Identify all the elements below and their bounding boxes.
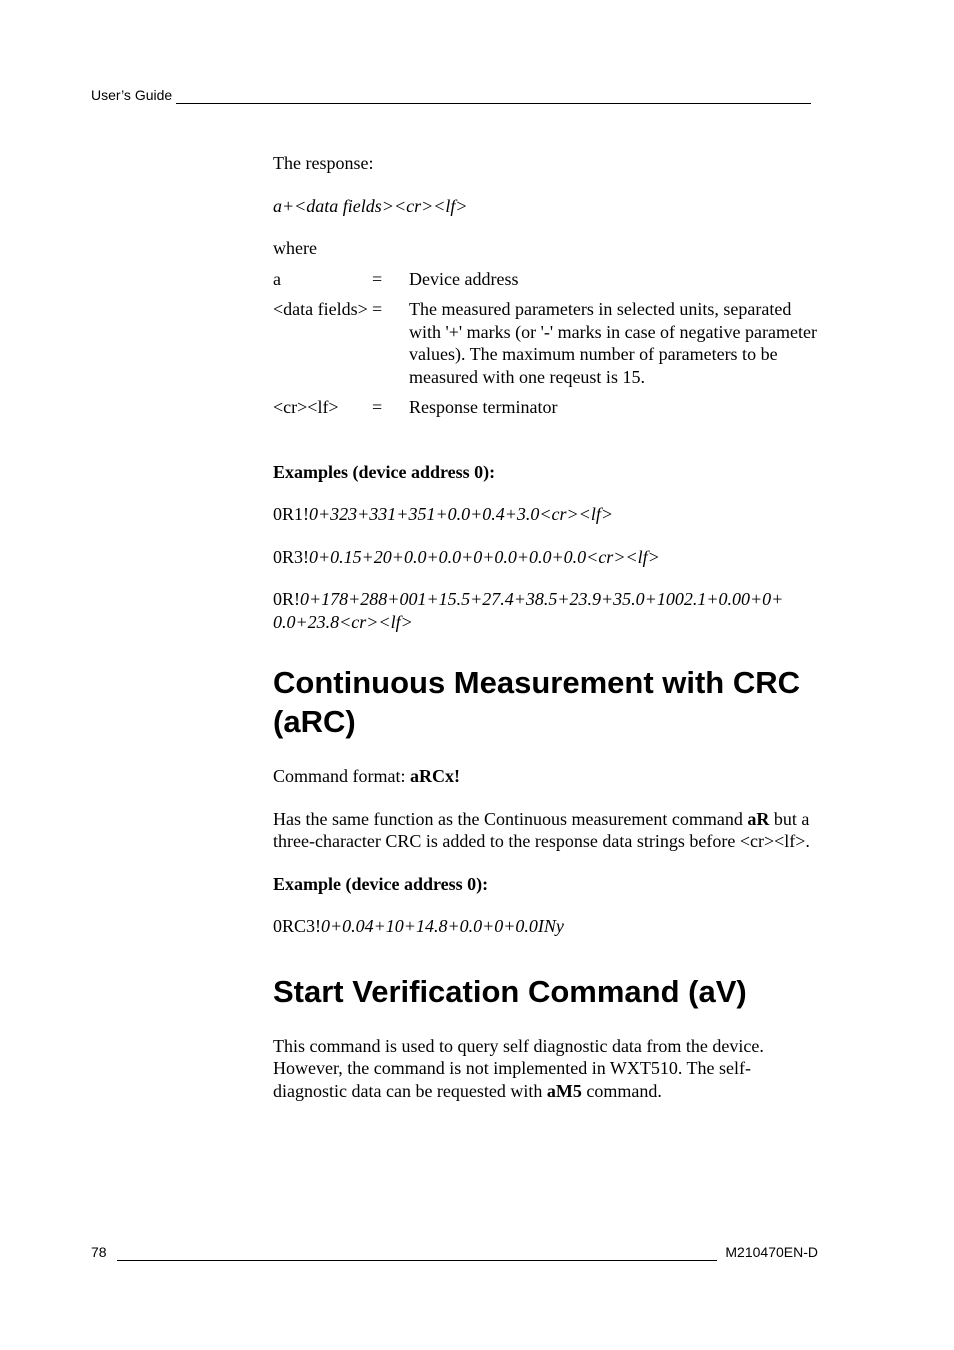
- arc-command-format: [273, 765, 821, 788]
- arc-example-heading: Example (device address 0):: [273, 873, 489, 894]
- definition-term: <data fields>: [273, 299, 368, 319]
- definition-equals: =: [372, 397, 383, 417]
- definition-description: Device address: [409, 268, 519, 289]
- arc-example-command: 0RC3!: [273, 916, 322, 936]
- arc-description-text: Has the same function as the Continuous measurement command: [273, 808, 748, 829]
- definition-equals: =: [372, 268, 383, 289]
- av-description-text: This command is used to query self diagnostic data from the device. However, the command is not implemented in WXT510. The self-diagnostic data can be requested with: [273, 1035, 764, 1101]
- arc-example-response: 0+0.04+10+14.8+0.0+0+0.0INy: [321, 916, 564, 936]
- av-description-text-end: command.: [581, 1080, 662, 1101]
- example-response: 0+178+288+001+15.5+27.4+38.5+23.9+35.0+1002.1+0.00+0+ 0.0+23.8<cr><lf>: [273, 589, 784, 632]
- examples-heading: Examples (device address 0):: [273, 461, 496, 482]
- definition-row: [273, 268, 821, 299]
- section-title-av: Start Verification Command (aV): [273, 973, 747, 1009]
- definition-equals: =: [372, 299, 383, 319]
- arc-command-format-value: aRCx!: [409, 766, 460, 786]
- definition-row: [273, 298, 821, 396]
- example-response: 0+0.15+20+0.0+0.0+0+0.0+0.0+0.0<cr><lf>: [309, 546, 660, 567]
- arc-description: [273, 808, 821, 853]
- header-title: User’s Guide: [91, 87, 173, 103]
- arc-description-text-end: but a three-character CRC is added to the response data strings before <cr><lf>.: [273, 808, 810, 851]
- definition-row: [273, 396, 821, 427]
- definition-description: The measured parameters in selected units, separated with '+' marks (or '-' marks in case of negative parameter values). The maximum number of parameters to be measured with one reqeust is 15.: [409, 299, 817, 387]
- response-format: a+<data fields><cr><lf>: [273, 195, 468, 216]
- footer-rule: [117, 1247, 718, 1261]
- section-title-arc: Continuous Measurement with CRC (aRC): [273, 665, 801, 739]
- page-header: [91, 87, 811, 104]
- page-footer: [91, 1244, 818, 1261]
- document-id: M210470EN-D: [725, 1244, 818, 1260]
- example-response: 0+323+331+351+0.0+0.4+3.0<cr><lf>: [309, 504, 613, 524]
- arc-description-command: aR: [747, 808, 770, 829]
- definition-term: a: [273, 268, 281, 289]
- arc-example-line: [273, 915, 821, 938]
- example-line: [273, 588, 821, 633]
- definition-description: Response terminator: [409, 397, 558, 417]
- arc-command-format-label: Command format:: [273, 766, 410, 786]
- definition-term: <cr><lf>: [273, 397, 339, 417]
- response-intro: The response:: [273, 153, 374, 173]
- av-description: [273, 1035, 821, 1103]
- where-label: where: [273, 238, 317, 258]
- example-line: [273, 503, 821, 526]
- header-rule: [176, 90, 811, 104]
- page-number: 78: [91, 1244, 107, 1260]
- example-command: 0R!: [273, 589, 300, 609]
- page-content: [273, 152, 821, 1102]
- av-description-command: aM5: [546, 1080, 582, 1101]
- example-command: 0R1!: [273, 504, 309, 524]
- example-line: [273, 546, 821, 569]
- definitions-table: [273, 268, 821, 427]
- example-command: 0R3!: [273, 546, 309, 567]
